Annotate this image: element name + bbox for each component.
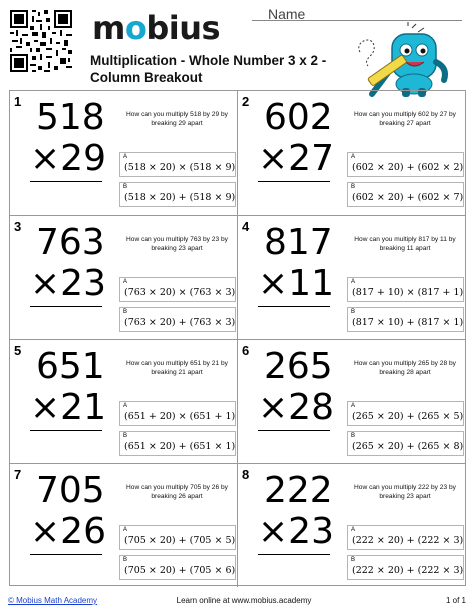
question-text: How can you multiply 602 by 27 by breaking 27 apart [354, 111, 456, 127]
multiplier: ×27 [258, 138, 334, 179]
problem-cell [10, 339, 238, 463]
multiplier: ×29 [30, 138, 106, 179]
option-a-label: A [123, 403, 128, 409]
answer-line [258, 554, 330, 555]
multiplicand: 817 [264, 222, 333, 263]
option-a[interactable] [347, 401, 464, 426]
problem-number: 7 [14, 467, 22, 482]
option-b-label: B [351, 184, 356, 190]
footer-academy-link[interactable]: © Mobius Math Academy [8, 596, 98, 605]
option-a[interactable] [119, 401, 236, 426]
problem-number: 6 [242, 343, 250, 358]
option-b[interactable] [119, 307, 236, 332]
option-a-expression: (518 × 20) × (518 × 9) [124, 162, 236, 173]
option-a[interactable] [119, 277, 236, 302]
option-a-label: A [123, 527, 128, 533]
option-b-expression: (817 × 10) + (817 × 1) [352, 317, 464, 328]
question-text: How can you multiply 222 by 23 by breaking 23 apart [354, 484, 456, 500]
problem-cell [238, 463, 466, 587]
option-b-expression: (763 × 20) + (763 × 3) [124, 317, 236, 328]
multiplicand: 602 [264, 97, 333, 138]
option-b-expression: (705 × 20) + (705 × 6) [124, 565, 236, 576]
option-b[interactable] [347, 431, 464, 456]
problem-number: 1 [14, 94, 22, 109]
problem-number: 3 [14, 219, 22, 234]
answer-line [30, 554, 102, 555]
answer-line [258, 430, 330, 431]
footer-learn-online: Learn online at www.mobius.academy [176, 596, 312, 605]
multiplier: ×28 [258, 387, 334, 428]
qr-code-icon [8, 8, 74, 74]
option-b[interactable] [119, 182, 236, 207]
problem-cell [10, 215, 238, 339]
brand-logo-text: mobius [92, 9, 221, 47]
problem-cell [238, 215, 466, 339]
option-b[interactable] [347, 307, 464, 332]
multiplicand: 265 [264, 346, 333, 387]
multiplier: ×23 [30, 263, 106, 304]
option-a-label: A [351, 403, 356, 409]
problem-number: 5 [14, 343, 22, 358]
option-b-expression: (222 × 20) + (222 × 3) [352, 565, 464, 576]
option-a-expression: (817 + 10) × (817 + 1) [352, 287, 464, 298]
mascot-illustration [352, 22, 464, 100]
option-b-label: B [123, 433, 128, 439]
option-b-label: B [123, 557, 128, 563]
option-b-label: B [123, 309, 128, 315]
option-a-label: A [351, 154, 356, 160]
option-b[interactable] [119, 431, 236, 456]
option-a-expression: (602 × 20) + (602 × 2) [352, 162, 464, 173]
option-b-label: B [351, 309, 356, 315]
problem-cell [238, 339, 466, 463]
option-b-label: B [123, 184, 128, 190]
option-a-expression: (763 × 20) × (763 × 3) [124, 287, 236, 298]
option-b-expression: (265 × 20) + (265 × 8) [352, 441, 464, 452]
option-a[interactable] [119, 525, 236, 550]
multiplier: ×23 [258, 511, 334, 552]
option-a[interactable] [119, 152, 236, 177]
multiplier: ×11 [258, 263, 334, 304]
multiplicand: 651 [36, 346, 105, 387]
problem-number: 4 [242, 219, 250, 234]
multiplicand: 222 [264, 470, 333, 511]
option-a[interactable] [347, 525, 464, 550]
name-label: Name [268, 6, 306, 22]
option-a-label: A [123, 279, 128, 285]
footer-page-count: 1 of 1 [445, 596, 466, 605]
worksheet-title: Multiplication - Whole Number 3 x 2 - Column Breakout [90, 53, 327, 85]
option-a-label: A [351, 527, 356, 533]
option-a-expression: (265 × 20) + (265 × 5) [352, 411, 464, 422]
option-b[interactable] [119, 555, 236, 580]
option-b-label: B [351, 557, 356, 563]
problem-grid [9, 90, 466, 586]
problem-cell [238, 91, 466, 215]
problem-number: 2 [242, 94, 250, 109]
name-field-line[interactable] [252, 20, 462, 21]
option-b-expression: (602 × 20) + (602 × 7) [352, 192, 464, 203]
answer-line [30, 181, 102, 182]
question-text: How can you multiply 651 by 21 by breaking 21 apart [126, 360, 228, 376]
problem-cell [10, 463, 238, 587]
question-text: How can you multiply 265 by 28 by breaking 28 apart [354, 360, 456, 376]
option-a-expression: (651 + 20) × (651 + 1) [124, 411, 236, 422]
option-a-label: A [123, 154, 128, 160]
brand-logo [92, 10, 220, 46]
multiplier: ×26 [30, 511, 106, 552]
option-b-expression: (518 × 20) + (518 × 9) [124, 192, 236, 203]
option-a-label: A [351, 279, 356, 285]
option-b-label: B [351, 433, 356, 439]
option-b[interactable] [347, 182, 464, 207]
option-a-expression: (222 × 20) + (222 × 3) [352, 535, 464, 546]
question-text: How can you multiply 817 by 11 by breaking 11 apart [354, 236, 456, 252]
answer-line [30, 430, 102, 431]
question-text: How can you multiply 705 by 26 by breaking 26 apart [126, 484, 228, 500]
problem-cell [10, 91, 238, 215]
question-text: How can you multiply 763 by 23 by breaking 23 apart [126, 236, 228, 252]
multiplicand: 518 [36, 97, 105, 138]
problem-number: 8 [242, 467, 250, 482]
multiplicand: 763 [36, 222, 105, 263]
multiplier: ×21 [30, 387, 106, 428]
answer-line [30, 306, 102, 307]
answer-line [258, 181, 330, 182]
option-a[interactable] [347, 152, 464, 177]
option-a[interactable] [347, 277, 464, 302]
question-text: How can you multiply 518 by 29 by breaking 29 apart [126, 111, 228, 127]
multiplicand: 705 [36, 470, 105, 511]
option-b-expression: (651 × 20) + (651 × 1) [124, 441, 236, 452]
option-b[interactable] [347, 555, 464, 580]
option-a-expression: (705 × 20) + (705 × 5) [124, 535, 236, 546]
answer-line [258, 306, 330, 307]
